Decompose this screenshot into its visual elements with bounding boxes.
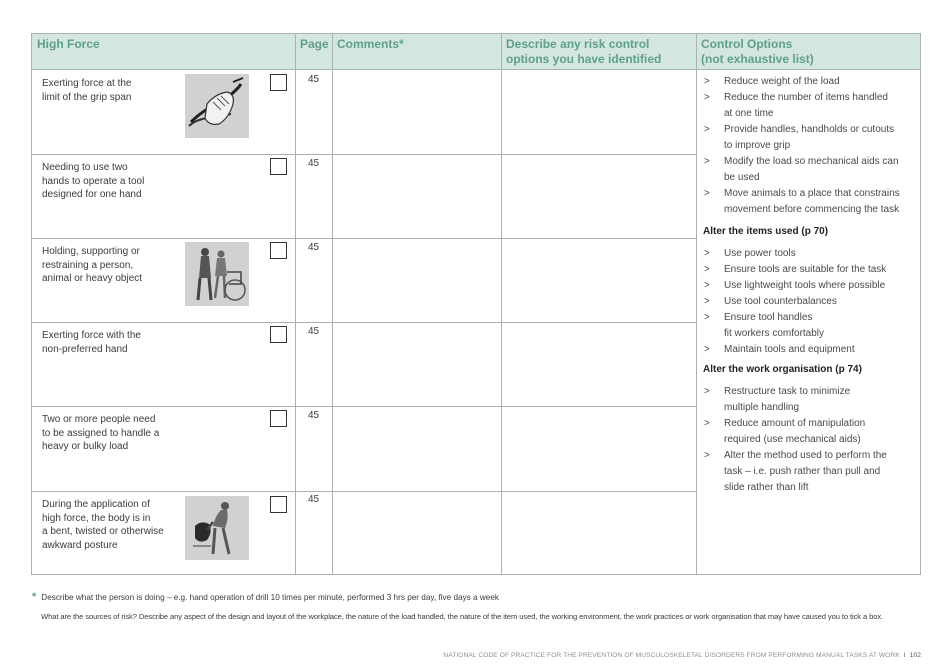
grip-illustration	[185, 74, 249, 138]
control-option-item: > Use tool counterbalances	[704, 296, 837, 307]
control-heading-items: Alter the items used (p 70)	[703, 226, 829, 237]
checkbox-grip-span[interactable]	[270, 74, 287, 91]
comments-column	[333, 34, 502, 574]
footer-separator: I	[903, 652, 906, 659]
page-ref: 45	[308, 326, 320, 337]
control-option-item: > Reduce amount of manipulation required (use mechanical aids)	[704, 418, 866, 445]
page-ref: 45	[308, 494, 320, 505]
page-column	[296, 34, 333, 574]
control-option-item: > Maintain tools and equipment	[704, 344, 855, 355]
checkbox-two-hands-tool[interactable]	[270, 158, 287, 175]
page-ref: 45	[308, 242, 320, 253]
row-divider	[32, 154, 697, 155]
task-two-hands-tool: Needing to use two hands to operate a tool designed for one hand	[42, 162, 145, 201]
describe-column	[502, 34, 697, 574]
footnote-describe: * Describe what the person is doing – e.g. hand operation of drill 10 times per minute, performed 3 hrs per day, five days a week	[32, 591, 499, 603]
checkbox-non-preferred-hand[interactable]	[270, 326, 287, 343]
page-ref: 45	[308, 158, 320, 169]
control-options-list	[697, 74, 919, 496]
control-option-item: > Ensure tools are suitable for the task	[704, 264, 887, 275]
footnote-sources-of-risk: What are the sources of risk? Describe any aspect of the design and layout of the workplace, the nature of the load handled, the nature of the item used, the working environment, the work practices or work organisation that may have caused you to tick a box.	[41, 612, 884, 621]
control-option-item: > Modify the load so mechanical aids can be used	[704, 156, 899, 183]
footer-title: NATIONAL CODE OF PRACTICE FOR THE PREVENTION OF MUSCULOSKELETAL DISORDERS FROM PERFORMING MANUAL TASKS AT WORK	[443, 652, 900, 659]
row-divider	[32, 238, 697, 239]
row-divider	[32, 491, 697, 492]
checkbox-two-people-load[interactable]	[270, 410, 287, 427]
header-control-options: Control Options (not exhaustive list)	[701, 37, 814, 66]
task-grip-span: Exerting force at the limit of the grip span	[42, 78, 132, 103]
task-two-people-load: Two or more people need to be assigned to handle a heavy or bulky load	[42, 414, 160, 453]
header-comments: Comments*	[337, 37, 404, 51]
bent-posture-illustration	[185, 496, 249, 560]
footnote-star: *	[32, 591, 37, 603]
control-heading-work-organisation: Alter the work organisation (p 74)	[703, 364, 862, 375]
task-awkward-posture: During the application of high force, the body is in a bent, twisted or otherwise awkward posture	[42, 499, 164, 551]
page-footer	[443, 652, 921, 659]
checkbox-awkward-posture[interactable]	[270, 496, 287, 513]
control-option-item: > Move animals to a place that constrains movement before commencing the task	[704, 188, 900, 215]
control-option-item: > Use power tools	[704, 248, 796, 259]
task-column	[32, 34, 296, 574]
page-number: 102	[909, 652, 921, 659]
task-holding-supporting: Holding, supporting or restraining a person, animal or heavy object	[42, 246, 143, 285]
row-divider	[32, 406, 697, 407]
control-option-item: > Provide handles, handholds or cutouts to improve grip	[704, 124, 895, 151]
page-ref: 45	[308, 74, 320, 85]
checkbox-holding-supporting[interactable]	[270, 242, 287, 259]
header-high-force: High Force	[37, 37, 100, 51]
control-option-item: > Restructure task to minimize multiple handling	[704, 386, 851, 413]
control-option-item: > Use lightweight tools where possible	[704, 280, 886, 291]
header-page: Page	[300, 37, 329, 51]
task-non-preferred-hand: Exerting force with the non-preferred hand	[42, 330, 141, 355]
control-option-item: > Ensure tool handles fit workers comfortably	[704, 312, 825, 339]
header-describe-risk-control: Describe any risk control options you have identified	[506, 37, 662, 66]
control-option-item: > Alter the method used to perform the task – i.e. push rather than pull and slide rather than lift	[704, 450, 887, 493]
control-option-item: > Reduce weight of the load	[704, 76, 840, 87]
wheelchair-illustration	[185, 242, 249, 306]
control-option-item: > Reduce the number of items handled at one time	[704, 92, 888, 119]
row-divider	[32, 322, 697, 323]
page-ref: 45	[308, 410, 320, 421]
